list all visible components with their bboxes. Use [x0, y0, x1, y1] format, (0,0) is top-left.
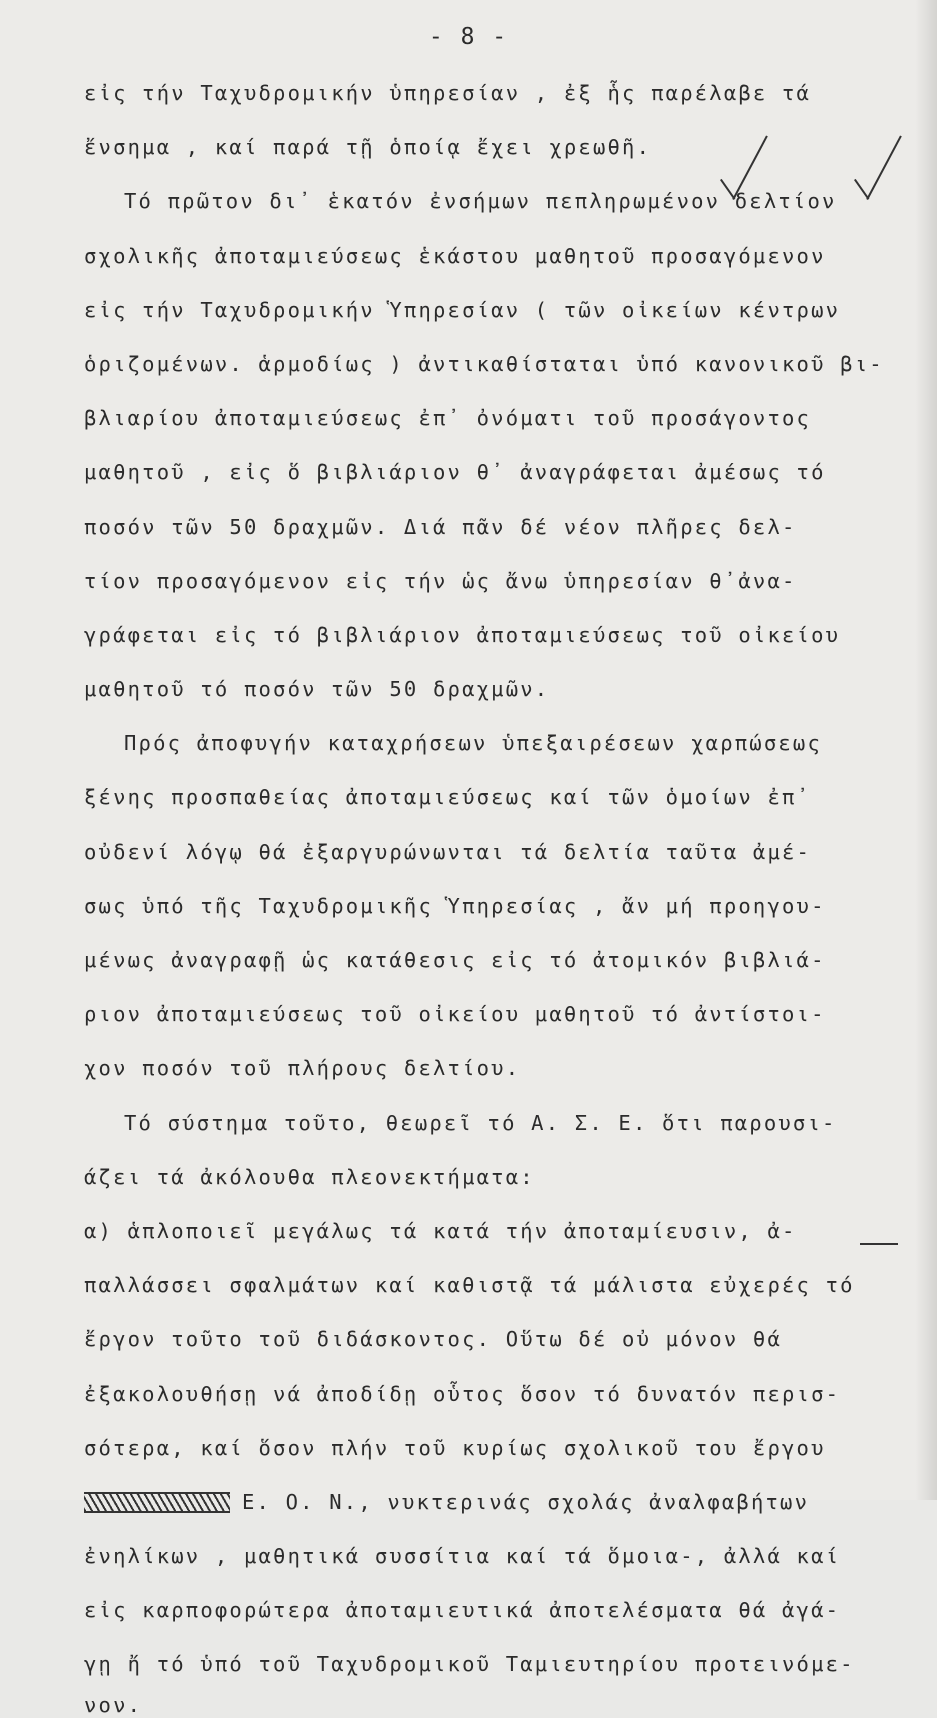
typed-text-body	[84, 66, 904, 1718]
text-line: γῃ ἤ τό ὑπό τοῦ Ταχυδρομικοῦ Ταμιευτηρίου προτεινόμε-	[84, 1652, 855, 1677]
text-line: παλλάσσει σφαλμάτων καί καθιστᾷ τά μάλιστα εὐχερές τό	[84, 1273, 855, 1298]
text-line: οὐδενί λόγῳ θά ἐξαργυρώνωνται τά δελτία ταῦτα ἀμέ-	[84, 839, 812, 864]
text-line: Τό πρῶτον δι᾽ ἑκατόν ἐνσήμων πεπληρωμένον δελτίον	[124, 189, 837, 214]
text-line: νον.	[84, 1692, 143, 1717]
struck-out-text	[84, 1492, 230, 1513]
text-line: Ε. Ο. Ν., νυκτερινάς σχολάς ἀναλφαβήτων	[242, 1489, 810, 1514]
text-line: Τό σύστημα τοῦτο, θεωρεῖ τό Α. Σ. Ε. ὅτι παρουσι-	[124, 1110, 837, 1135]
text-line: ἔνσημα , καί παρά τῇ ὁποίᾳ ἔχει χρεωθῆ.	[84, 135, 652, 160]
text-line: βλιαρίου ἀποταμιεύσεως ἐπ᾽ ὀνόματι τοῦ προσάγοντος	[84, 406, 812, 431]
text-line: σχολικῆς ἀποταμιεύσεως ἑκάστου μαθητοῦ προσαγόμενον	[84, 243, 826, 268]
text-line: χον ποσόν τοῦ πλήρους δελτίου.	[84, 1056, 521, 1081]
text-line: ριον ἀποταμιεύσεως τοῦ οἰκείου μαθητοῦ τό ἀντίστοι-	[84, 1002, 826, 1027]
text-line: ἔργον τοῦτο τοῦ διδάσκοντος. Οὕτω δέ οὐ μόνον θά	[84, 1327, 783, 1352]
page-edge-shadow	[915, 0, 937, 1500]
text-line: σως ὑπό τῆς Ταχυδρομικῆς Ὑπηρεσίας , ἄν μή προηγου-	[84, 893, 826, 918]
text-line: α) ἁπλοποιεῖ μεγάλως τά κατά τήν ἀποταμίευσιν, ἀ-	[84, 1218, 797, 1243]
text-line: σότερα, καί ὅσον πλήν τοῦ κυρίως σχολικοῦ του ἔργου	[84, 1435, 826, 1460]
text-line: εἰς τήν Ταχυδρομικήν ὑπηρεσίαν , ἐξ ἧς παρέλαβε τά	[84, 81, 812, 105]
text-line: μένως ἀναγραφῇ ὡς κατάθεσις εἰς τό ἀτομικόν βιβλιά-	[84, 948, 826, 972]
text-line: τίον προσαγόμενον εἰς τήν ὡς ἄνω ὑπηρεσίαν θ᾽ἀνα-	[84, 568, 797, 593]
text-line: Πρός ἀποφυγήν καταχρήσεων ὑπεξαιρέσεων χαρπώσεως	[124, 731, 823, 756]
text-line: εἰς καρποφορώτερα ἀποταμιευτικά ἀποτελέσματα θά ἀγά-	[84, 1598, 841, 1623]
text-line: εἰς τήν Ταχυδρομικήν Ὑπηρεσίαν ( τῶν οἰκείων κέντρων	[84, 297, 841, 322]
page-number: - 8 -	[428, 24, 509, 50]
text-line: άζει τά ἀκόλουθα πλεονεκτήματα:	[84, 1164, 535, 1189]
text-line: μαθητοῦ , εἰς ὅ βιβλιάριον θ᾽ ἀναγράφεται ἀμέσως τό	[84, 460, 826, 485]
text-line: γράφεται εἰς τό βιβλιάριον ἀποταμιεύσεως τοῦ οἰκείου	[84, 622, 841, 647]
text-line: μαθητοῦ τό ποσόν τῶν 50 δραχμῶν.	[84, 677, 550, 702]
text-line: ἐξακολουθήσῃ νά ἀποδίδῃ οὗτος ὅσον τό δυνατόν περισ-	[84, 1381, 841, 1406]
text-line: ἐνηλίκων , μαθητικά συσσίτια καί τά ὅμοια-, ἀλλά καί	[84, 1544, 841, 1569]
text-line-with-strikeout	[84, 1475, 904, 1529]
text-line: ὁριζομένων. ἁρμοδίως ) ἀντικαθίσταται ὑπό κανονικοῦ βι-	[84, 351, 884, 376]
handwritten-dash-mark	[860, 1243, 898, 1245]
text-line: ξένης προσπαθείας ἀποταμιεύσεως καί τῶν ὁμοίων ἐπ᾽	[84, 785, 812, 810]
text-line: ποσόν τῶν 50 δραχμῶν. Διά πᾶν δέ νέον πλῆρες δελ-	[84, 514, 797, 539]
